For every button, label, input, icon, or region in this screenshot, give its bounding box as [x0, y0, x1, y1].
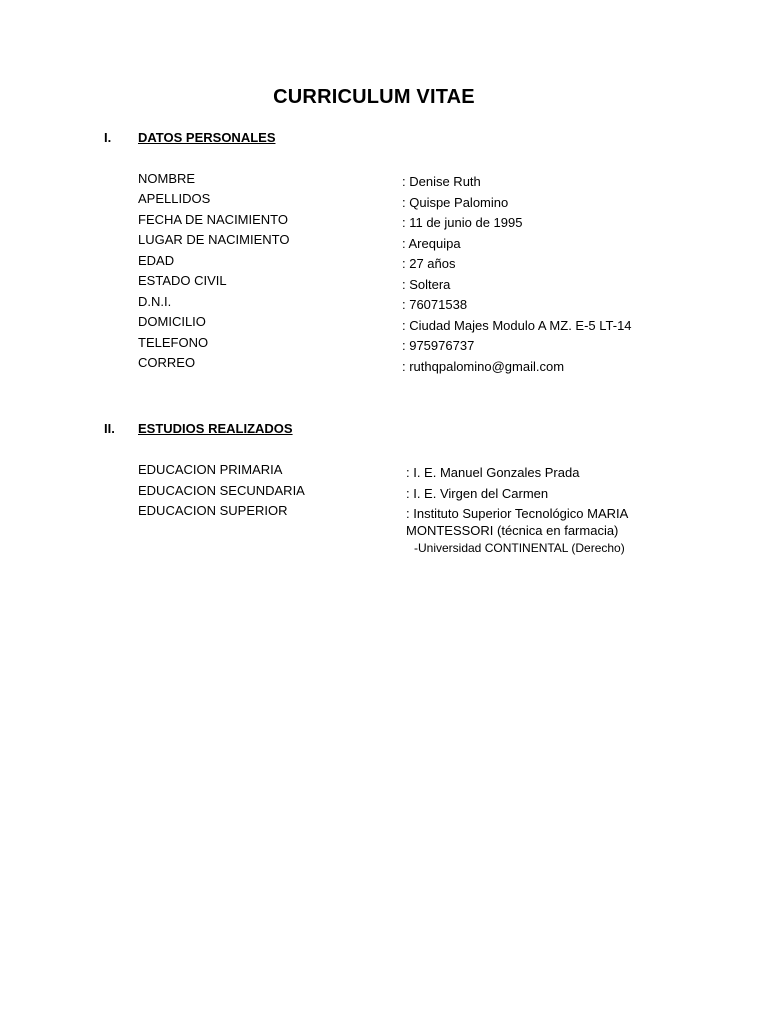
- value-edad: : 27 años: [402, 256, 456, 271]
- value-educacion-extra: -Universidad CONTINENTAL (Derecho): [414, 541, 625, 555]
- label-edad: EDAD: [138, 253, 175, 268]
- label-educacion-superior: EDUCACION SUPERIOR: [138, 503, 288, 518]
- section-title-personal: DATOS PERSONALES: [138, 130, 276, 145]
- value-fecha-nacimiento: : 11 de junio de 1995: [402, 215, 523, 230]
- value-educacion-secundaria: : I. E. Virgen del Carmen: [406, 486, 549, 501]
- value-lugar-nacimiento: : Arequipa: [402, 236, 461, 251]
- value-educacion-primaria: : I. E. Manuel Gonzales Prada: [406, 465, 580, 480]
- value-nombre: : Denise Ruth: [402, 174, 481, 189]
- label-estado-civil: ESTADO CIVIL: [138, 273, 227, 288]
- label-telefono: TELEFONO: [138, 335, 209, 350]
- value-domicilio: : Ciudad Majes Modulo A MZ. E-5 LT-14: [402, 318, 632, 333]
- section-title-studies: ESTUDIOS REALIZADOS: [138, 421, 293, 436]
- value-educacion-superior: : Instituto Superior Tecnológico MARIA MONTESSORI (técnica en farmacia): [406, 506, 628, 538]
- label-dni: D.N.I.: [138, 294, 172, 309]
- section-number-personal: I.: [104, 130, 112, 145]
- value-estado-civil: : Soltera: [402, 277, 451, 292]
- label-correo: CORREO: [138, 355, 196, 370]
- label-nombre: NOMBRE: [138, 171, 196, 186]
- label-educacion-primaria: EDUCACION PRIMARIA: [138, 462, 283, 477]
- label-educacion-secundaria: EDUCACION SECUNDARIA: [138, 483, 305, 498]
- label-fecha-nacimiento: FECHA DE NACIMIENTO: [138, 212, 289, 227]
- label-apellidos: APELLIDOS: [138, 191, 211, 206]
- label-lugar-nacimiento: LUGAR DE NACIMIENTO: [138, 232, 290, 247]
- label-domicilio: DOMICILIO: [138, 314, 206, 329]
- value-telefono: : 975976737: [402, 338, 475, 353]
- value-correo: : ruthqpalomino@gmail.com: [402, 359, 565, 374]
- section-number-studies: II.: [104, 421, 115, 436]
- value-dni: : 76071538: [402, 297, 468, 312]
- document-title: CURRICULUM VITAE: [273, 86, 475, 108]
- value-apellidos: : Quispe Palomino: [402, 195, 509, 210]
